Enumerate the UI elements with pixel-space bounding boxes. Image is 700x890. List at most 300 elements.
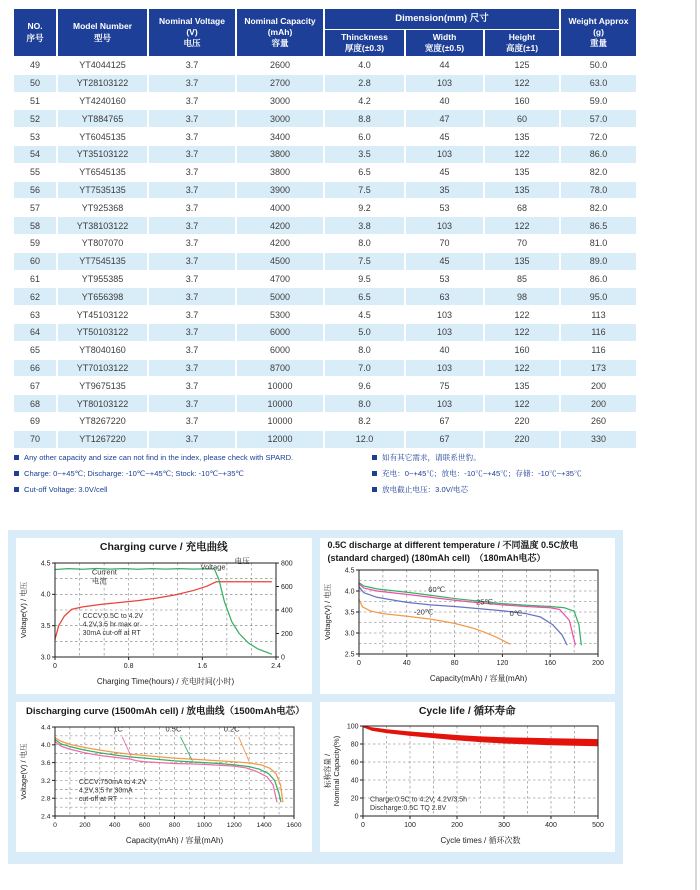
- y-axis-label: Voltage(V) / 电压: [322, 583, 332, 641]
- table-cell: 3000: [237, 110, 323, 127]
- col-header-model-zh: 型号: [93, 32, 111, 43]
- svg-text:3.2: 3.2: [41, 777, 51, 785]
- table-cell: 64: [14, 324, 56, 341]
- col-header-voltage: Nominal Voltage (V) 电压: [149, 9, 235, 56]
- table-cell: YT7535135: [58, 182, 147, 199]
- table-cell: 103: [406, 395, 483, 412]
- svg-text:电流: 电流: [92, 576, 108, 586]
- table-cell: 3.7: [149, 110, 235, 127]
- table-cell: 86.5: [561, 217, 636, 234]
- table-cell: 7.5: [325, 253, 404, 270]
- table-cell: 122: [485, 324, 559, 341]
- table-cell: 3.7: [149, 182, 235, 199]
- table-cell: YT9675135: [58, 377, 147, 394]
- chart-annotation: [114, 724, 124, 733]
- spec-table-header: [14, 9, 636, 56]
- table-cell: 8.0: [325, 395, 404, 412]
- table-cell: 63: [14, 306, 56, 323]
- col-header-model: [58, 9, 147, 56]
- svg-text:CCCV:0.5C to 4.2V: CCCV:0.5C to 4.2V: [82, 613, 144, 621]
- col-header-no: [14, 9, 56, 56]
- table-cell: 4.0: [325, 57, 404, 74]
- svg-text:1600: 1600: [286, 822, 302, 829]
- cycle-life-plot: [323, 719, 612, 847]
- table-cell: 6.0: [325, 128, 404, 145]
- svg-text:CCCV:750mA to 4.2V: CCCV:750mA to 4.2V: [79, 778, 147, 786]
- table-cell: 70: [406, 235, 483, 252]
- table-row: [14, 288, 636, 305]
- table-cell: 50.0: [561, 57, 636, 74]
- bullet-square-icon: [372, 471, 377, 476]
- series-0C: [359, 584, 567, 645]
- table-cell: 53: [406, 199, 483, 216]
- table-cell: 103: [406, 146, 483, 163]
- table-cell: 4200: [237, 235, 323, 252]
- table-cell: 82.0: [561, 199, 636, 216]
- svg-text:60℃: 60℃: [428, 584, 445, 594]
- svg-text:80: 80: [450, 660, 459, 667]
- svg-text:-20℃: -20℃: [413, 607, 433, 617]
- table-cell: 8.0: [325, 235, 404, 252]
- grid-lines: [55, 563, 276, 657]
- chart-card-cycle-life: [320, 702, 616, 852]
- table-cell: 6.5: [325, 164, 404, 181]
- note-text: 放电截止电压：3.0V/电芯: [382, 485, 469, 494]
- svg-text:3.5: 3.5: [344, 609, 355, 617]
- table-row: [14, 128, 636, 145]
- chart-annotation: [370, 797, 467, 813]
- x-axis-label: Capacity(mAh) / 容量(mAh): [429, 674, 527, 683]
- svg-text:2.8: 2.8: [41, 795, 51, 803]
- table-cell: 10000: [237, 413, 323, 430]
- col-header-weight: Weight Approx (g) 重量: [561, 9, 636, 56]
- table-cell: 6.5: [325, 288, 404, 305]
- table-cell: 3.7: [149, 360, 235, 377]
- svg-text:40: 40: [350, 777, 359, 785]
- note-text: Any other capacity and size can not find in the index, please check with SPARD.: [24, 453, 294, 462]
- svg-text:0.5C: 0.5C: [165, 724, 182, 734]
- table-cell: 7.5: [325, 182, 404, 199]
- table-row: [14, 217, 636, 234]
- series-group: [359, 583, 581, 645]
- chart-annotation: [476, 597, 493, 606]
- table-cell: YT38103122: [58, 217, 147, 234]
- note-item: [372, 484, 652, 496]
- table-cell: 3.7: [149, 377, 235, 394]
- table-cell: 59.0: [561, 93, 636, 110]
- notes-left-column: [14, 452, 372, 496]
- table-cell: 9.6: [325, 377, 404, 394]
- note-item: [14, 468, 372, 480]
- note-item: [14, 452, 372, 464]
- bullet-square-icon: [372, 455, 377, 460]
- table-cell: 86.0: [561, 146, 636, 163]
- svg-text:1200: 1200: [226, 822, 243, 829]
- table-cell: 49: [14, 57, 56, 74]
- table-cell: 2600: [237, 57, 323, 74]
- table-cell: YT4240160: [58, 93, 147, 110]
- table-cell: 75: [406, 377, 483, 394]
- table-cell: 3.7: [149, 324, 235, 341]
- table-cell: 55: [14, 164, 56, 181]
- svg-text:3.5: 3.5: [41, 623, 51, 631]
- table-cell: 89.0: [561, 253, 636, 270]
- svg-text:100: 100: [403, 822, 416, 829]
- bullet-square-icon: [14, 487, 19, 492]
- table-cell: 50: [14, 75, 56, 92]
- svg-text:4.5: 4.5: [41, 560, 51, 568]
- chart-title: Cycle life / 循环寿命: [418, 705, 516, 717]
- table-row: [14, 164, 636, 181]
- table-cell: 51: [14, 93, 56, 110]
- y-axis-label: 标称容量 /: [322, 753, 332, 789]
- chart-title: (standard charged) (180mAh cell) （180mAh电芯）: [327, 553, 546, 563]
- discharging-curve-plot: [19, 719, 308, 847]
- table-cell: 103: [406, 324, 483, 341]
- table-cell: 6000: [237, 324, 323, 341]
- table-cell: 3.7: [149, 146, 235, 163]
- svg-text:3.0: 3.0: [41, 654, 51, 662]
- svg-text:0: 0: [281, 654, 286, 662]
- table-cell: 116: [561, 342, 636, 359]
- chart-title: Discharging curve (1500mAh cell) / 放电曲线（1500mAh电芯）: [26, 706, 305, 717]
- table-cell: 60: [485, 110, 559, 127]
- table-cell: 67: [14, 377, 56, 394]
- charging-curve-plot: [19, 555, 308, 688]
- table-cell: 4.5: [325, 306, 404, 323]
- tick-marks: [52, 727, 294, 819]
- table-cell: 3.7: [149, 431, 235, 448]
- table-row: [14, 57, 636, 74]
- table-cell: 135: [485, 128, 559, 145]
- table-cell: 3.7: [149, 128, 235, 145]
- table-cell: 3.7: [149, 217, 235, 234]
- svg-text:1.6: 1.6: [197, 663, 208, 670]
- svg-text:Discharge:0.5C TQ 2.8V: Discharge:0.5C TQ 2.8V: [369, 805, 446, 813]
- table-cell: 81.0: [561, 235, 636, 252]
- table-cell: YT925368: [58, 199, 147, 216]
- table-cell: 3.7: [149, 413, 235, 430]
- table-row: [14, 431, 636, 448]
- svg-text:电压: 电压: [234, 556, 250, 566]
- spec-table: [12, 8, 638, 449]
- page-edge-line: [695, 0, 697, 890]
- svg-text:1000: 1000: [197, 822, 213, 829]
- table-cell: 3.5: [325, 146, 404, 163]
- svg-text:30mA cut-off at RT: 30mA cut-off at RT: [82, 630, 141, 638]
- table-cell: 45: [406, 128, 483, 145]
- table-cell: 9.5: [325, 271, 404, 288]
- table-cell: YT955385: [58, 271, 147, 288]
- chart-annotation: [509, 609, 522, 618]
- table-cell: 200: [561, 395, 636, 412]
- svg-text:200: 200: [281, 630, 293, 638]
- leader-line: [122, 737, 132, 758]
- table-cell: 122: [485, 217, 559, 234]
- table-cell: 53: [406, 271, 483, 288]
- table-cell: 3800: [237, 164, 323, 181]
- table-cell: YT45103122: [58, 306, 147, 323]
- table-cell: 12000: [237, 431, 323, 448]
- table-cell: 3.7: [149, 271, 235, 288]
- table-cell: 5000: [237, 288, 323, 305]
- svg-text:Voltage: Voltage: [200, 562, 226, 572]
- y-axis-label: Nominal Capacity(%): [331, 735, 341, 807]
- svg-text:600: 600: [139, 822, 151, 829]
- chart-card-discharging-curve: [16, 702, 312, 852]
- svg-text:2.5: 2.5: [344, 651, 355, 659]
- tick-marks: [52, 563, 279, 660]
- svg-text:400: 400: [281, 607, 293, 615]
- svg-text:160: 160: [544, 660, 556, 667]
- table-cell: 63.0: [561, 75, 636, 92]
- chart-annotation: [235, 556, 250, 566]
- table-cell: 3.7: [149, 306, 235, 323]
- col-header-width: Width 宽度(±0.5): [406, 30, 483, 56]
- table-row: [14, 75, 636, 92]
- table-row: [14, 146, 636, 163]
- leader-line: [181, 737, 193, 761]
- table-cell: 70: [485, 235, 559, 252]
- chart-title: 0.5C discharge at different temperature / 不同温度 0.5C放电: [327, 540, 579, 550]
- table-cell: 3.7: [149, 164, 235, 181]
- table-cell: 2.8: [325, 75, 404, 92]
- table-cell: 8.0: [325, 342, 404, 359]
- svg-text:0: 0: [356, 660, 361, 667]
- table-cell: 260: [561, 413, 636, 430]
- svg-text:200: 200: [450, 822, 463, 829]
- table-row: [14, 199, 636, 216]
- table-cell: 220: [485, 431, 559, 448]
- footnotes: [14, 452, 654, 496]
- table-cell: YT80103122: [58, 395, 147, 412]
- table-row: [14, 253, 636, 270]
- table-cell: 45: [406, 164, 483, 181]
- table-cell: 68: [485, 199, 559, 216]
- note-item: [372, 452, 652, 464]
- svg-text:400: 400: [544, 822, 557, 829]
- table-cell: 7.0: [325, 360, 404, 377]
- y-axis-label: Voltage(V) / 电压: [19, 581, 29, 639]
- svg-text:300: 300: [497, 822, 510, 829]
- table-cell: 3.7: [149, 288, 235, 305]
- table-cell: 82.0: [561, 164, 636, 181]
- table-cell: 70: [14, 431, 56, 448]
- table-cell: 160: [485, 342, 559, 359]
- chart-annotation: [201, 562, 226, 571]
- col-header-model-en: Model Number: [72, 21, 133, 32]
- table-cell: 9.2: [325, 199, 404, 216]
- table-cell: 40: [406, 93, 483, 110]
- bullet-square-icon: [14, 455, 19, 460]
- table-cell: 173: [561, 360, 636, 377]
- svg-text:600: 600: [281, 583, 293, 591]
- table-cell: 3.7: [149, 395, 235, 412]
- note-text: Charge: 0~+45℃; Discharge: -10℃~+45℃; Stock: -10℃~+35℃: [24, 469, 244, 478]
- chart-annotation: [79, 779, 147, 803]
- table-cell: 44: [406, 57, 483, 74]
- svg-text:100: 100: [346, 723, 359, 731]
- table-cell: 3.7: [149, 75, 235, 92]
- table-cell: 135: [485, 182, 559, 199]
- table-cell: 8700: [237, 360, 323, 377]
- col-header-no-zh: 序号: [26, 32, 44, 43]
- svg-text:Current: Current: [92, 567, 118, 577]
- table-cell: 103: [406, 217, 483, 234]
- svg-text:4.2V,3.5 hr 30mA: 4.2V,3.5 hr 30mA: [79, 787, 133, 795]
- table-cell: 52: [14, 110, 56, 127]
- table-cell: YT4044125: [58, 57, 147, 74]
- table-cell: 5300: [237, 306, 323, 323]
- note-text: Cut-off Voltage: 3.0V/cell: [24, 485, 108, 494]
- note-item: [372, 468, 652, 480]
- svg-text:800: 800: [169, 822, 181, 829]
- col-header-height: Height 高度(±1): [485, 30, 559, 56]
- table-cell: 4200: [237, 217, 323, 234]
- svg-text:500: 500: [591, 822, 604, 829]
- table-cell: 3.7: [149, 57, 235, 74]
- table-row: [14, 395, 636, 412]
- svg-text:3.6: 3.6: [41, 760, 51, 767]
- table-row: [14, 271, 636, 288]
- table-cell: 3.7: [149, 342, 235, 359]
- table-cell: 63: [406, 288, 483, 305]
- svg-text:4.0: 4.0: [41, 742, 51, 750]
- table-cell: 4000: [237, 199, 323, 216]
- tick-labels: [345, 567, 604, 667]
- chart-annotation: [92, 567, 118, 585]
- table-cell: YT8267220: [58, 413, 147, 430]
- col-header-thickness: Thinckness 厚度(±0.3): [325, 30, 404, 56]
- x-axis-label: Cycle times / 循环次数: [440, 836, 521, 845]
- table-cell: 85: [485, 271, 559, 288]
- table-cell: 59: [14, 235, 56, 252]
- svg-text:20: 20: [350, 795, 359, 803]
- svg-text:1C: 1C: [113, 724, 124, 734]
- table-cell: 57: [14, 199, 56, 216]
- table-cell: 3800: [237, 146, 323, 163]
- table-row: [14, 182, 636, 199]
- series-60C: [359, 583, 581, 645]
- table-cell: 56: [14, 182, 56, 199]
- table-cell: 67: [406, 431, 483, 448]
- svg-text:4.0: 4.0: [41, 591, 51, 599]
- table-cell: 66: [14, 360, 56, 377]
- charts-panel: [8, 530, 623, 864]
- table-row: [14, 342, 636, 359]
- table-cell: 8.2: [325, 413, 404, 430]
- table-cell: 330: [561, 431, 636, 448]
- table-cell: YT70103122: [58, 360, 147, 377]
- table-cell: 4.2: [325, 93, 404, 110]
- table-cell: 78.0: [561, 182, 636, 199]
- table-cell: 53: [14, 128, 56, 145]
- svg-text:800: 800: [281, 560, 293, 568]
- table-cell: YT28103122: [58, 75, 147, 92]
- svg-text:0: 0: [360, 822, 365, 829]
- svg-text:2.4: 2.4: [41, 813, 51, 821]
- note-text: 如有其它需求，请联系世豹。: [382, 453, 481, 462]
- svg-text:4.5: 4.5: [344, 567, 355, 575]
- table-cell: 98: [485, 288, 559, 305]
- table-cell: 122: [485, 360, 559, 377]
- table-cell: 58: [14, 217, 56, 234]
- table-cell: YT6545135: [58, 164, 147, 181]
- table-cell: 10000: [237, 377, 323, 394]
- table-cell: 69: [14, 413, 56, 430]
- note-item: [14, 484, 372, 496]
- table-cell: 3.7: [149, 93, 235, 110]
- table-cell: 113: [561, 306, 636, 323]
- table-cell: 125: [485, 57, 559, 74]
- note-text: 充电：0~+45℃；放电：-10℃~+45℃；存储：-10℃~+35℃: [382, 469, 582, 478]
- table-cell: 4500: [237, 253, 323, 270]
- table-cell: 72.0: [561, 128, 636, 145]
- table-cell: 103: [406, 306, 483, 323]
- table-cell: YT50103122: [58, 324, 147, 341]
- table-cell: 122: [485, 75, 559, 92]
- table-cell: 35: [406, 182, 483, 199]
- svg-text:200: 200: [79, 822, 91, 829]
- chart-annotation: [414, 608, 434, 617]
- table-cell: 4700: [237, 271, 323, 288]
- col-header-capacity: Nominal Capacity (mAh) 容量: [237, 9, 323, 56]
- x-axis-label: Charging Time(hours) / 充电时间(小时): [97, 677, 235, 686]
- table-cell: 62: [14, 288, 56, 305]
- table-cell: 160: [485, 93, 559, 110]
- table-cell: 3900: [237, 182, 323, 199]
- table-cell: YT35103122: [58, 146, 147, 163]
- table-cell: 95.0: [561, 288, 636, 305]
- table-cell: 40: [406, 342, 483, 359]
- table-cell: 103: [406, 360, 483, 377]
- svg-text:25℃: 25℃: [475, 597, 493, 607]
- table-cell: 67: [406, 413, 483, 430]
- svg-text:4.2V,3.5 hr max or: 4.2V,3.5 hr max or: [82, 621, 140, 629]
- table-cell: 6000: [237, 342, 323, 359]
- chart-title: Charging curve / 充电曲线: [99, 541, 228, 553]
- table-cell: 65: [14, 342, 56, 359]
- table-cell: YT7545135: [58, 253, 147, 270]
- table-cell: YT6045135: [58, 128, 147, 145]
- table-cell: 45: [406, 253, 483, 270]
- svg-text:2.4: 2.4: [271, 663, 282, 670]
- table-cell: 86.0: [561, 271, 636, 288]
- svg-text:200: 200: [591, 660, 604, 667]
- table-cell: 57.0: [561, 110, 636, 127]
- table-row: [14, 377, 636, 394]
- table-cell: YT1267220: [58, 431, 147, 448]
- svg-text:0.8: 0.8: [124, 663, 134, 670]
- svg-text:80: 80: [350, 741, 359, 749]
- table-row: [14, 324, 636, 341]
- table-cell: 12.0: [325, 431, 404, 448]
- svg-text:1400: 1400: [256, 822, 272, 829]
- svg-text:0: 0: [53, 663, 58, 670]
- table-cell: 68: [14, 395, 56, 412]
- table-cell: 2700: [237, 75, 323, 92]
- table-cell: YT884765: [58, 110, 147, 127]
- chart-card-temperature-discharge: [320, 538, 616, 694]
- svg-text:4.4: 4.4: [41, 724, 51, 732]
- svg-text:0: 0: [53, 822, 58, 829]
- table-row: [14, 93, 636, 110]
- table-cell: 3000: [237, 93, 323, 110]
- table-cell: 60: [14, 253, 56, 270]
- svg-text:120: 120: [496, 660, 508, 667]
- table-cell: 47: [406, 110, 483, 127]
- table-cell: 3400: [237, 128, 323, 145]
